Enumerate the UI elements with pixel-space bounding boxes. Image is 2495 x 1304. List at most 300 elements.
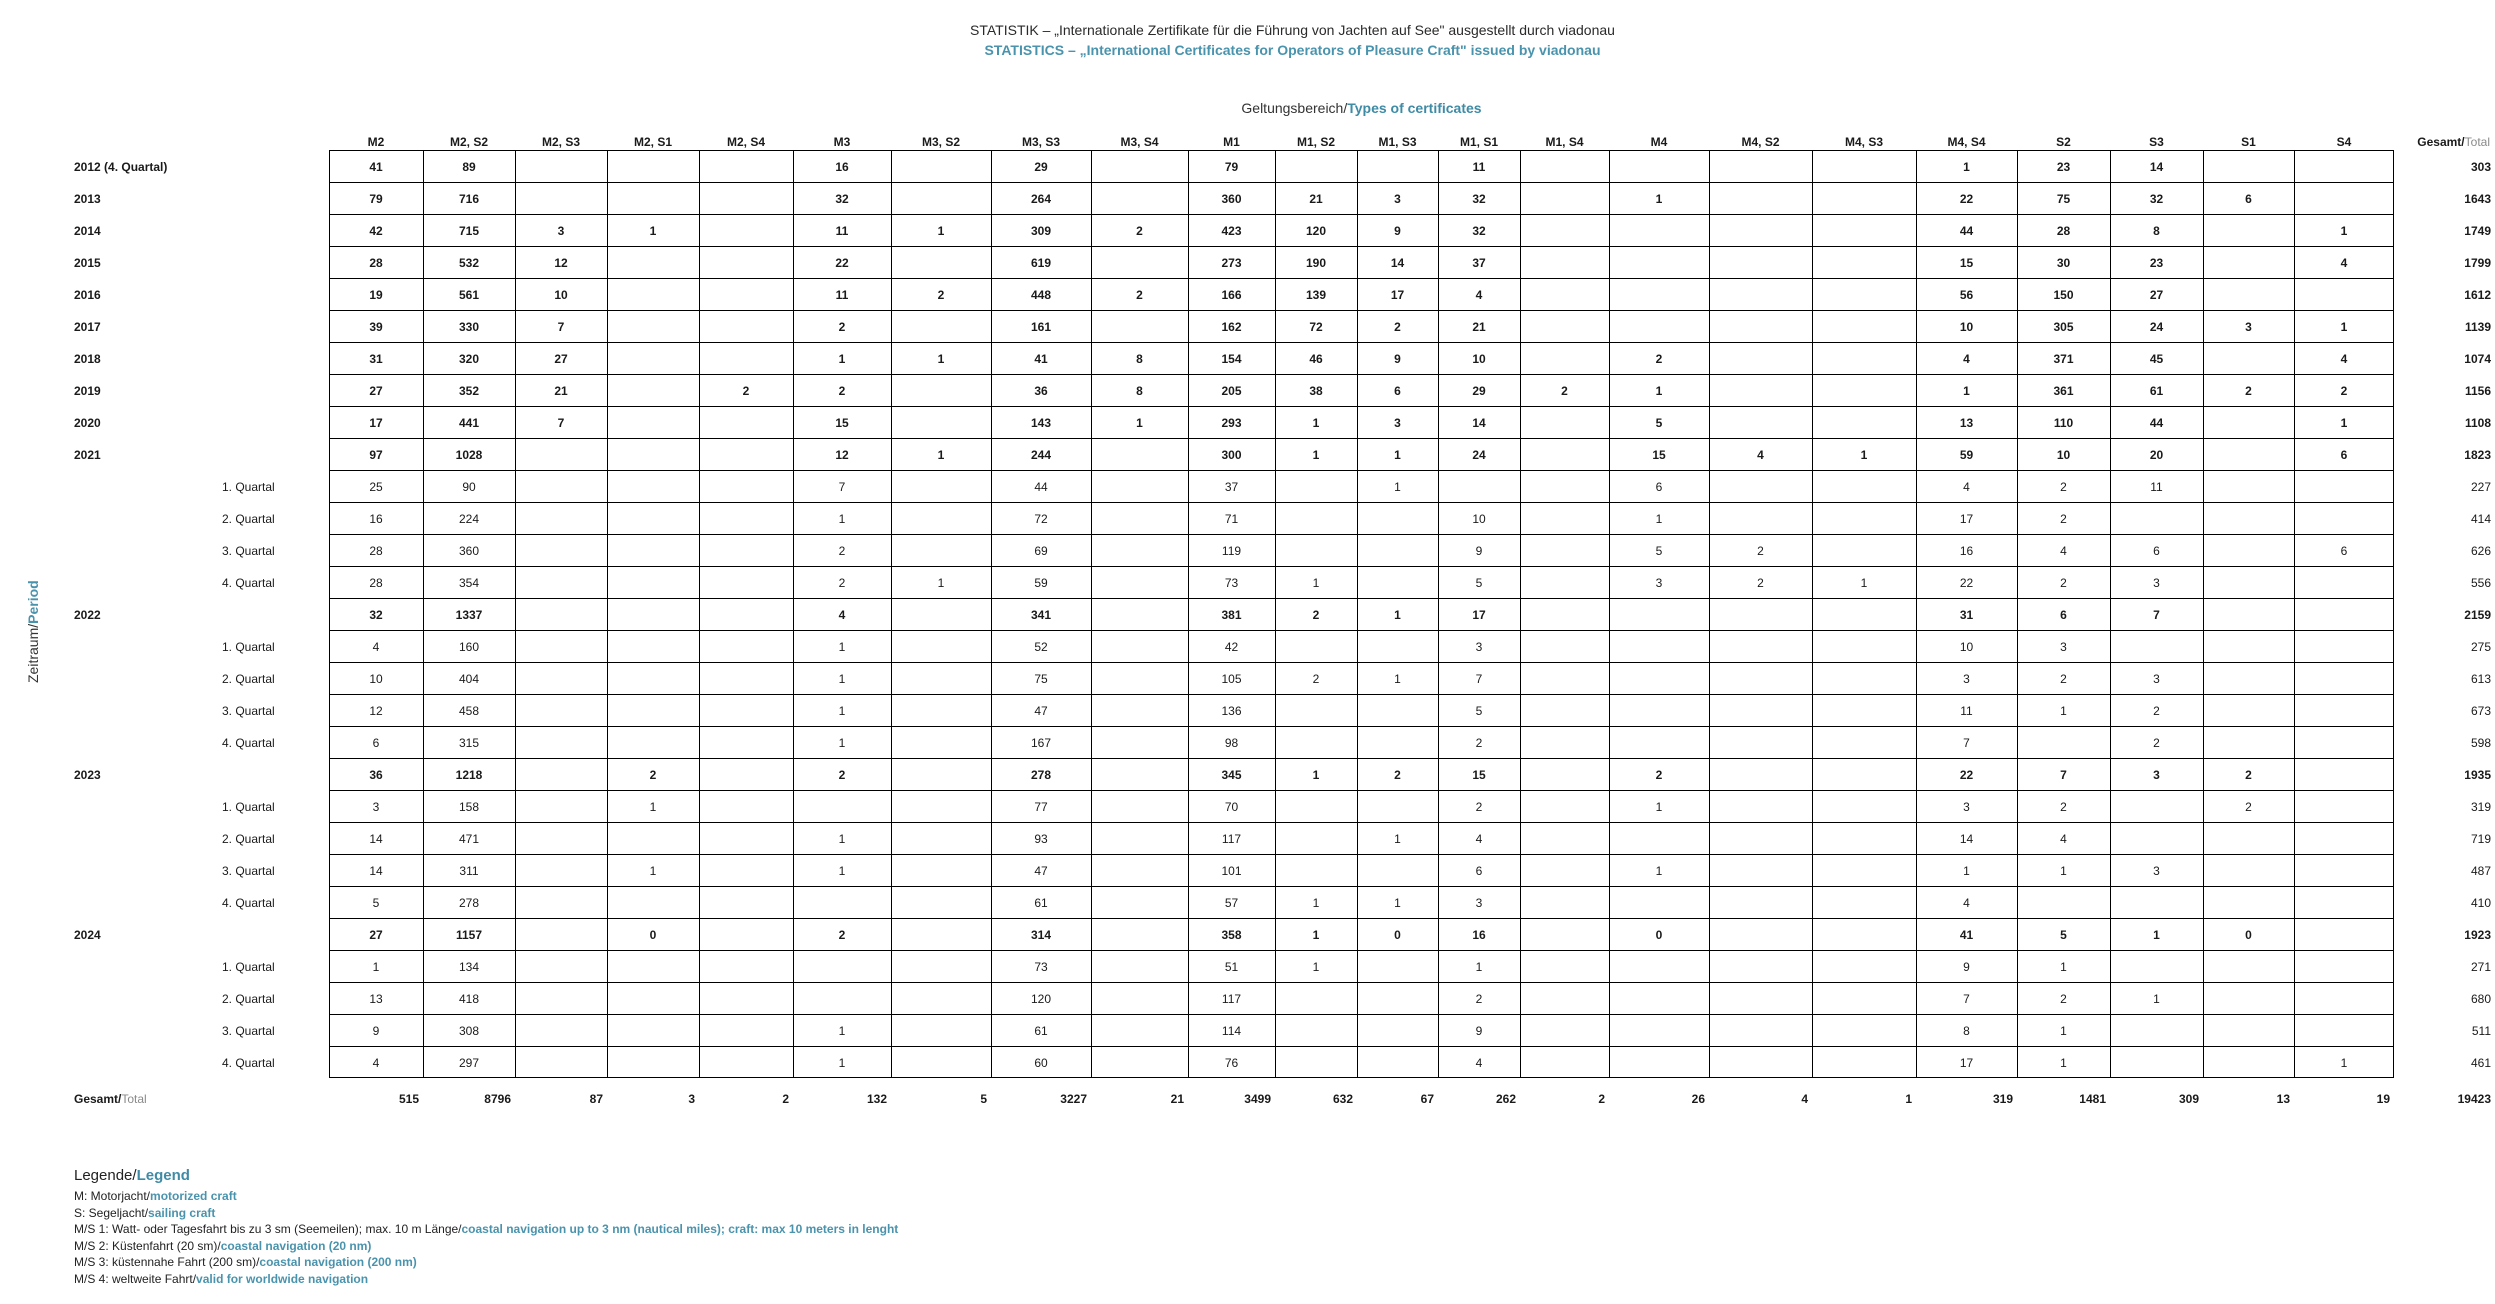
table-cell: 119 bbox=[1221, 544, 1242, 558]
table-cell: 1 bbox=[838, 832, 846, 846]
table-cell: 8 bbox=[1136, 352, 1143, 366]
legend-item-de: S: Segeljacht/ bbox=[74, 1205, 149, 1220]
year-label: 2023 bbox=[74, 768, 101, 782]
table-cell: 3 bbox=[1394, 416, 1401, 430]
table-cell: 28 bbox=[2056, 224, 2071, 238]
column-grand-total: 8796 bbox=[484, 1092, 511, 1106]
period-label-en: Period bbox=[25, 580, 41, 624]
table-cell: 1337 bbox=[455, 608, 483, 622]
table-cell: 10 bbox=[554, 288, 568, 302]
table-cell: 75 bbox=[1034, 672, 1048, 686]
legend-item-de: M/S 1: Watt- oder Tagesfahrt bis zu 3 sm (Seemeilen); max. 10 m Länge/ bbox=[74, 1222, 462, 1236]
table-cell: 2 bbox=[1655, 768, 1663, 782]
table-cell: 11 bbox=[2150, 480, 2163, 494]
table-cell: 3 bbox=[1655, 576, 1663, 590]
table-cell: 162 bbox=[1221, 320, 1242, 334]
table-cell: 9 bbox=[1963, 960, 1970, 974]
row-total: 271 bbox=[2470, 960, 2491, 974]
table-cell: 38 bbox=[1309, 384, 1323, 398]
column-grand-total: 319 bbox=[1992, 1092, 2013, 1106]
table-cell: 358 bbox=[1221, 928, 1242, 942]
column-grand-total: 13 bbox=[2276, 1092, 2290, 1106]
table-cell: 1 bbox=[838, 736, 846, 750]
column-grand-total: 3 bbox=[688, 1092, 695, 1106]
table-cell: 30 bbox=[2056, 256, 2071, 270]
table-cell: 361 bbox=[2053, 384, 2074, 398]
table-cell: 2 bbox=[1561, 384, 1568, 398]
table-cell: 0 bbox=[1655, 928, 1663, 942]
table-cell: 150 bbox=[2053, 288, 2074, 302]
row-divider bbox=[329, 854, 2394, 855]
table-cell: 5 bbox=[1655, 416, 1663, 430]
table-cell: 17 bbox=[1472, 608, 1486, 622]
table-cell: 45 bbox=[2149, 352, 2164, 366]
table-cell: 1 bbox=[2060, 1024, 2067, 1038]
table-cell: 44 bbox=[2149, 416, 2164, 430]
table-cell: 1 bbox=[1394, 480, 1401, 494]
column-grand-total: 132 bbox=[866, 1092, 887, 1106]
table-cell: 309 bbox=[1030, 224, 1052, 238]
table-cell: 167 bbox=[1030, 736, 1052, 750]
quarter-label: 4. Quartal bbox=[222, 896, 275, 910]
table-cell: 9 bbox=[1475, 544, 1483, 558]
table-cell: 8 bbox=[2153, 224, 2160, 238]
types-of-certificates-heading bbox=[329, 100, 2394, 116]
table-cell: 17 bbox=[369, 416, 383, 430]
row-total: 2159 bbox=[2464, 608, 2491, 622]
table-cell: 69 bbox=[1034, 544, 1048, 558]
table-cell: 1 bbox=[1655, 864, 1663, 878]
table-cell: 1 bbox=[1475, 960, 1483, 974]
table-cell: 37 bbox=[1472, 256, 1486, 270]
row-divider bbox=[329, 598, 2394, 599]
row-divider bbox=[329, 950, 2394, 951]
table-cell: 308 bbox=[458, 1024, 480, 1038]
column-header: M2, S3 bbox=[541, 135, 580, 149]
table-cell: 105 bbox=[1221, 672, 1242, 686]
table-cell: 10 bbox=[1472, 352, 1486, 366]
row-total: 1823 bbox=[2464, 448, 2491, 462]
row-divider bbox=[329, 342, 2394, 343]
legend-title bbox=[74, 1166, 898, 1186]
table-cell: 29 bbox=[1034, 160, 1048, 174]
table-cell: 14 bbox=[1959, 832, 1974, 846]
table-cell: 2 bbox=[1475, 800, 1483, 814]
table-cell: 11 bbox=[1960, 704, 1973, 718]
table-cell: 12 bbox=[554, 256, 568, 270]
table-cell: 1 bbox=[838, 640, 846, 654]
table-cell: 98 bbox=[1224, 736, 1239, 750]
table-cell: 28 bbox=[369, 256, 383, 270]
column-header: M1, S3 bbox=[1378, 135, 1417, 149]
table-cell: 17 bbox=[1390, 288, 1405, 302]
row-total: 626 bbox=[2470, 544, 2491, 558]
row-total: 1799 bbox=[2464, 256, 2491, 270]
table-cell: 117 bbox=[1221, 832, 1242, 846]
year-label: 2022 bbox=[74, 608, 101, 622]
table-cell: 3 bbox=[1963, 672, 1970, 686]
table-cell: 143 bbox=[1030, 416, 1052, 430]
table-cell: 134 bbox=[458, 960, 480, 974]
legend-item-en: coastal navigation (200 nm) bbox=[259, 1255, 417, 1269]
table-cell: 23 bbox=[2149, 256, 2164, 270]
legend-title-en: Legend bbox=[136, 1167, 190, 1184]
table-cell: 79 bbox=[1224, 160, 1239, 174]
table-cell: 1 bbox=[372, 960, 380, 974]
row-divider bbox=[329, 310, 2394, 311]
table-cell: 13 bbox=[369, 992, 383, 1006]
table-cell: 264 bbox=[1030, 192, 1052, 206]
table-cell: 224 bbox=[458, 512, 480, 526]
legend-item-en: sailing craft bbox=[148, 1205, 216, 1220]
table-cell: 11 bbox=[1472, 160, 1486, 174]
table-cell: 36 bbox=[1034, 384, 1048, 398]
table-cell: 110 bbox=[2053, 416, 2074, 430]
column-header: M4 bbox=[1650, 135, 1668, 149]
table-cell: 97 bbox=[369, 448, 383, 462]
table-cell: 5 bbox=[2060, 928, 2067, 942]
quarter-label: 2. Quartal bbox=[222, 512, 275, 526]
column-header: M2, S2 bbox=[449, 135, 488, 149]
table-cell: 47 bbox=[1034, 864, 1048, 878]
row-divider bbox=[329, 502, 2394, 503]
table-cell: 16 bbox=[835, 160, 849, 174]
table-cell: 71 bbox=[1224, 512, 1239, 526]
table-cell: 278 bbox=[458, 896, 480, 910]
table-cell: 154 bbox=[1221, 352, 1242, 366]
row-divider bbox=[329, 886, 2394, 887]
row-divider bbox=[329, 982, 2394, 983]
table-cell: 273 bbox=[1221, 256, 1242, 270]
row-total: 1935 bbox=[2464, 768, 2491, 782]
table-cell: 1 bbox=[2060, 960, 2067, 974]
table-cell: 6 bbox=[372, 736, 380, 750]
table-cell: 360 bbox=[1221, 192, 1242, 206]
table-cell: 9 bbox=[1475, 1024, 1483, 1038]
legend-item-de: M/S 2: Küstenfahrt (20 sm)/ bbox=[74, 1238, 221, 1253]
column-header: M1, S1 bbox=[1459, 135, 1498, 149]
table-cell: 25 bbox=[369, 480, 383, 494]
table-cell: 1 bbox=[838, 672, 846, 686]
legend bbox=[74, 1166, 898, 1287]
table-cell: 120 bbox=[1305, 224, 1327, 238]
row-total: 680 bbox=[2470, 992, 2491, 1006]
table-cell: 13 bbox=[1959, 416, 1974, 430]
row-total: 1156 bbox=[2464, 384, 2491, 398]
table-cell: 6 bbox=[2340, 448, 2348, 462]
table-cell: 244 bbox=[1030, 448, 1052, 462]
quarter-label: 2. Quartal bbox=[222, 992, 275, 1006]
row-total: 1139 bbox=[2464, 320, 2491, 334]
table-cell: 139 bbox=[1305, 288, 1327, 302]
table-cell: 10 bbox=[1959, 320, 1974, 334]
table-cell: 2 bbox=[1757, 576, 1764, 590]
table-cell: 2 bbox=[2245, 768, 2252, 782]
year-label: 2016 bbox=[74, 288, 101, 302]
table-cell: 60 bbox=[1034, 1056, 1048, 1070]
legend-item-de: M/S 3: küstennahe Fahrt (200 sm)/ bbox=[74, 1255, 260, 1269]
quarter-label: 3. Quartal bbox=[222, 1024, 275, 1038]
row-divider bbox=[329, 758, 2394, 759]
table-cell: 32 bbox=[1472, 224, 1486, 238]
table-cell: 14 bbox=[1390, 256, 1405, 270]
table-cell: 2 bbox=[649, 768, 657, 782]
table-cell: 52 bbox=[1034, 640, 1048, 654]
table-cell: 17 bbox=[1959, 512, 1974, 526]
column-header: M2, S4 bbox=[726, 135, 765, 149]
column-header: S3 bbox=[2149, 135, 2164, 149]
table-cell: 2 bbox=[937, 288, 945, 302]
table-cell: 41 bbox=[369, 160, 383, 174]
table-cell: 22 bbox=[1959, 768, 1974, 782]
table-cell: 117 bbox=[1221, 992, 1242, 1006]
table-cell: 1 bbox=[838, 704, 846, 718]
table-cell: 28 bbox=[369, 544, 383, 558]
legend-item bbox=[74, 1271, 898, 1288]
table-cell: 4 bbox=[2060, 832, 2067, 846]
table-cell: 4 bbox=[1963, 896, 1970, 910]
table-cell: 1 bbox=[1312, 416, 1320, 430]
table-cell: 61 bbox=[1034, 1024, 1048, 1038]
row-divider bbox=[329, 630, 2394, 631]
legend-item-de: M/S 4: weltweite Fahrt/ bbox=[74, 1271, 197, 1286]
total-column-header bbox=[2370, 133, 2490, 151]
grand-total-row-label bbox=[74, 1092, 147, 1106]
row-total: 556 bbox=[2470, 576, 2491, 590]
row-total: 487 bbox=[2470, 864, 2491, 878]
grand-total-label-en: Total bbox=[121, 1092, 147, 1106]
table-cell: 4 bbox=[2340, 256, 2348, 270]
table-cell: 47 bbox=[1034, 704, 1048, 718]
title-german: STATISTIK – „Internationale Zertifikate für die Führung von Jachten auf See" ausgestellt durch viadonau bbox=[970, 22, 1615, 38]
column-header: M4, S4 bbox=[1947, 135, 1986, 149]
table-cell: 136 bbox=[1221, 704, 1242, 718]
table-cell: 715 bbox=[458, 224, 480, 238]
table-cell: 293 bbox=[1221, 416, 1242, 430]
table-cell: 14 bbox=[369, 832, 383, 846]
column-header: M4, S3 bbox=[1844, 135, 1883, 149]
table-cell: 532 bbox=[458, 256, 480, 270]
table-cell: 1 bbox=[2060, 1056, 2067, 1070]
table-cell: 57 bbox=[1224, 896, 1239, 910]
table-cell: 3 bbox=[2153, 768, 2160, 782]
legend-item bbox=[74, 1188, 898, 1205]
legend-item bbox=[74, 1238, 898, 1255]
table-cell: 21 bbox=[1309, 192, 1323, 206]
table-cell: 1 bbox=[937, 224, 945, 238]
row-total: 598 bbox=[2470, 736, 2491, 750]
table-cell: 360 bbox=[458, 544, 480, 558]
table-cell: 1 bbox=[649, 864, 657, 878]
table-cell: 1 bbox=[2153, 992, 2160, 1006]
table-cell: 2 bbox=[2060, 800, 2067, 814]
table-cell: 354 bbox=[458, 576, 480, 590]
legend-item-en: valid for worldwide navigation bbox=[196, 1271, 369, 1286]
table-cell: 448 bbox=[1030, 288, 1052, 302]
table-cell: 11 bbox=[835, 224, 849, 238]
table-cell: 7 bbox=[557, 320, 565, 334]
row-total: 275 bbox=[2470, 640, 2491, 654]
table-cell: 2 bbox=[1312, 672, 1320, 686]
types-label-en: Types of certificates bbox=[1347, 100, 1482, 116]
row-divider bbox=[329, 534, 2394, 535]
table-cell: 2 bbox=[1757, 544, 1764, 558]
year-label: 2012 (4. Quartal) bbox=[74, 160, 168, 174]
table-cell: 1 bbox=[1655, 512, 1663, 526]
table-cell: 2 bbox=[2060, 576, 2067, 590]
table-cell: 1 bbox=[838, 1024, 846, 1038]
table-cell: 8 bbox=[1136, 384, 1143, 398]
table-cell: 311 bbox=[459, 864, 479, 878]
legend-title-de: Legende/ bbox=[74, 1167, 137, 1184]
table-cell: 320 bbox=[458, 352, 480, 366]
table-cell: 1 bbox=[838, 1056, 846, 1070]
row-total: 319 bbox=[2470, 800, 2491, 814]
total-header-en: Total bbox=[2464, 135, 2490, 149]
table-cell: 70 bbox=[1224, 800, 1239, 814]
table-cell: 90 bbox=[462, 480, 476, 494]
table-cell: 2 bbox=[742, 384, 750, 398]
column-header: M1, S2 bbox=[1296, 135, 1335, 149]
table-cell: 1 bbox=[1394, 832, 1401, 846]
table-cell: 716 bbox=[458, 192, 480, 206]
table-cell: 12 bbox=[835, 448, 849, 462]
column-grand-total: 2 bbox=[1598, 1092, 1605, 1106]
table-cell: 278 bbox=[1030, 768, 1052, 782]
row-divider bbox=[329, 278, 2394, 279]
column-grand-total: 309 bbox=[2178, 1092, 2199, 1106]
row-total: 1923 bbox=[2464, 928, 2491, 942]
table-cell: 2 bbox=[1655, 352, 1663, 366]
table-cell: 7 bbox=[2060, 768, 2067, 782]
table-cell: 1 bbox=[1312, 928, 1320, 942]
table-cell: 27 bbox=[369, 384, 383, 398]
table-cell: 561 bbox=[458, 288, 480, 302]
table-cell: 1 bbox=[2340, 224, 2348, 238]
table-cell: 2 bbox=[1312, 608, 1320, 622]
column-grand-total: 87 bbox=[589, 1092, 603, 1106]
table-cell: 190 bbox=[1305, 256, 1327, 270]
table-cell: 2 bbox=[2060, 480, 2067, 494]
table-cell: 2 bbox=[1475, 992, 1483, 1006]
types-label-de: Geltungsbereich/ bbox=[1241, 100, 1348, 116]
table-cell: 8 bbox=[1963, 1024, 1970, 1038]
table-cell: 161 bbox=[1030, 320, 1052, 334]
row-divider bbox=[329, 470, 2394, 471]
table-cell: 27 bbox=[2149, 288, 2164, 302]
column-grand-total: 26 bbox=[1691, 1092, 1705, 1106]
table-cell: 0 bbox=[649, 928, 657, 942]
quarter-label: 1. Quartal bbox=[222, 800, 275, 814]
table-cell: 3 bbox=[2153, 576, 2160, 590]
table-cell: 1 bbox=[1963, 160, 1970, 174]
table-cell: 160 bbox=[458, 640, 480, 654]
table-cell: 3 bbox=[372, 800, 380, 814]
table-cell: 21 bbox=[1472, 320, 1486, 334]
table-cell: 2 bbox=[838, 384, 846, 398]
table-cell: 1 bbox=[937, 576, 945, 590]
table-cell: 31 bbox=[1959, 608, 1974, 622]
table-cell: 12 bbox=[369, 704, 383, 718]
table-cell: 6 bbox=[2060, 608, 2067, 622]
title-english: STATISTICS – „International Certificates for Operators of Pleasure Craft" issued by viadonau bbox=[984, 42, 1601, 58]
table-cell: 72 bbox=[1309, 320, 1323, 334]
row-divider bbox=[329, 1046, 2394, 1047]
table-cell: 1 bbox=[1963, 864, 1970, 878]
grand-total-label-de: Gesamt/ bbox=[74, 1092, 122, 1106]
table-cell: 1 bbox=[2060, 704, 2067, 718]
legend-item bbox=[74, 1205, 898, 1222]
column-header: S1 bbox=[2241, 135, 2256, 149]
table-cell: 76 bbox=[1224, 1056, 1239, 1070]
table-cell: 1 bbox=[838, 512, 846, 526]
table-cell: 1 bbox=[1312, 896, 1320, 910]
table-cell: 27 bbox=[369, 928, 383, 942]
row-divider bbox=[329, 438, 2394, 439]
table-cell: 166 bbox=[1221, 288, 1242, 302]
table-cell: 1 bbox=[1655, 800, 1663, 814]
table-cell: 1 bbox=[649, 800, 657, 814]
table-cell: 93 bbox=[1034, 832, 1048, 846]
year-label: 2021 bbox=[74, 448, 101, 462]
column-grand-total: 1481 bbox=[2079, 1092, 2106, 1106]
table-cell: 61 bbox=[2149, 384, 2164, 398]
row-total: 1108 bbox=[2464, 416, 2491, 430]
row-total: 1643 bbox=[2464, 192, 2491, 206]
row-total: 461 bbox=[2470, 1056, 2491, 1070]
table-cell: 101 bbox=[1221, 864, 1242, 878]
table-cell: 2 bbox=[2060, 512, 2067, 526]
table-cell: 1 bbox=[1312, 960, 1320, 974]
table-cell: 11 bbox=[835, 288, 849, 302]
table-cell: 205 bbox=[1221, 384, 1242, 398]
quarter-label: 3. Quartal bbox=[222, 704, 275, 718]
table-cell: 4 bbox=[1963, 352, 1970, 366]
table-cell: 7 bbox=[2153, 608, 2160, 622]
table-cell: 3 bbox=[557, 224, 565, 238]
column-divider bbox=[2294, 150, 2295, 1078]
table-cell: 1 bbox=[1860, 576, 1868, 590]
table-cell: 10 bbox=[369, 672, 383, 686]
row-divider bbox=[329, 790, 2394, 791]
row-total: 1074 bbox=[2464, 352, 2491, 366]
quarter-label: 1. Quartal bbox=[222, 480, 275, 494]
table-cell: 158 bbox=[458, 800, 480, 814]
table-cell: 2 bbox=[2245, 384, 2252, 398]
column-header: M3, S2 bbox=[921, 135, 960, 149]
table-cell: 3 bbox=[2245, 320, 2252, 334]
table-cell: 72 bbox=[1034, 512, 1048, 526]
legend-item-en: coastal navigation up to 3 nm (nautical miles); craft: max 10 meters in lenght bbox=[461, 1222, 899, 1236]
table-cell: 7 bbox=[838, 480, 846, 494]
table-cell: 44 bbox=[1034, 480, 1048, 494]
table-cell: 73 bbox=[1224, 576, 1239, 590]
column-divider bbox=[699, 150, 700, 1078]
table-cell: 7 bbox=[557, 416, 565, 430]
table-cell: 1 bbox=[1860, 448, 1868, 462]
table-cell: 1 bbox=[937, 448, 945, 462]
table-cell: 120 bbox=[1030, 992, 1052, 1006]
table-cell: 1 bbox=[1136, 416, 1143, 430]
row-divider bbox=[329, 694, 2394, 695]
table-cell: 28 bbox=[369, 576, 383, 590]
table-cell: 1 bbox=[1312, 448, 1320, 462]
table-cell: 0 bbox=[2245, 928, 2252, 942]
row-divider bbox=[329, 1014, 2394, 1015]
quarter-label: 2. Quartal bbox=[222, 832, 275, 846]
quarter-label: 4. Quartal bbox=[222, 736, 275, 750]
row-total: 613 bbox=[2470, 672, 2491, 686]
